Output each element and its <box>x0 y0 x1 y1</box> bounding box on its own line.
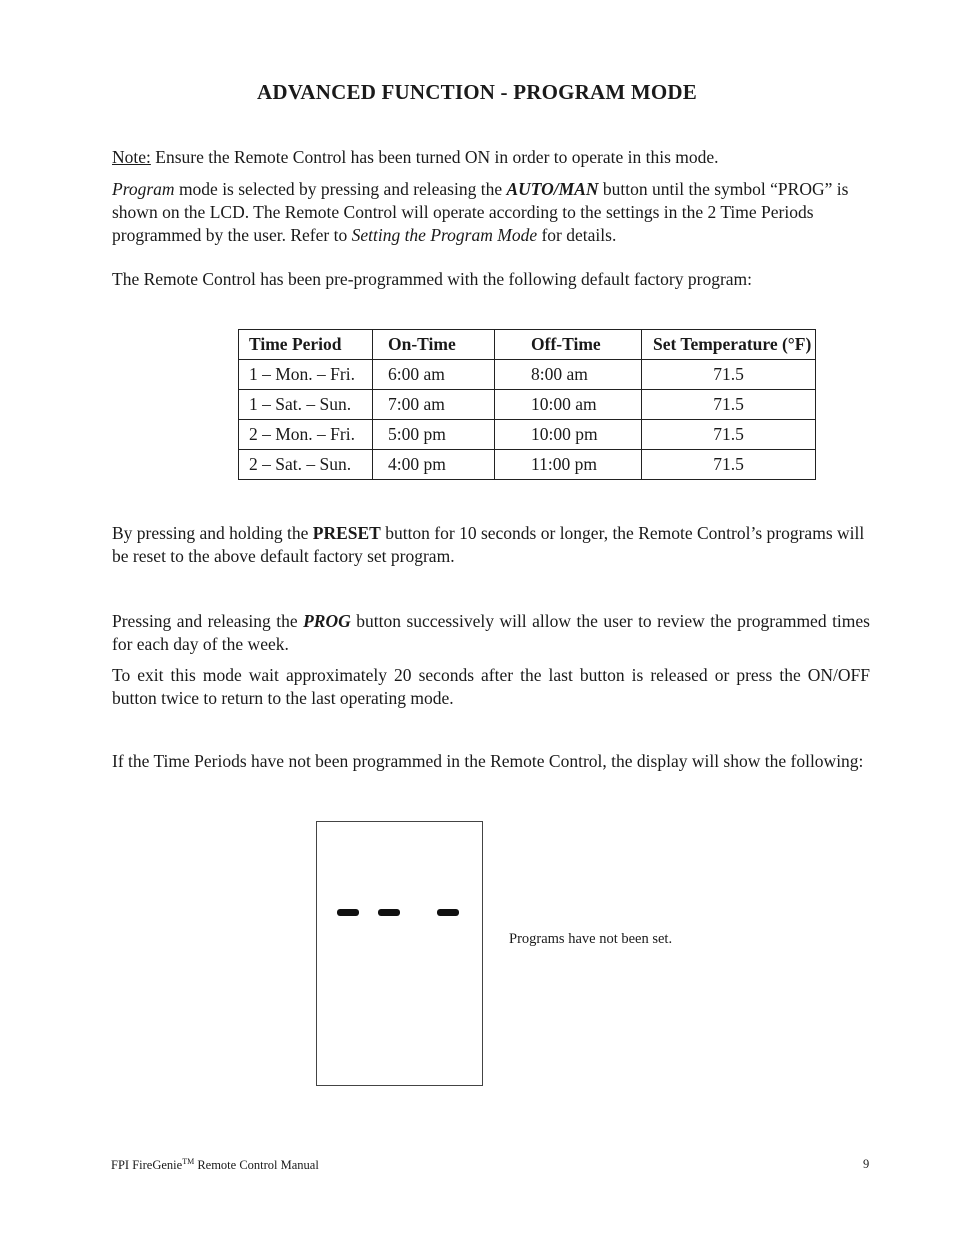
lcd-dash-segment <box>337 909 359 916</box>
table-cell: 10:00 am <box>495 390 642 420</box>
setting-program-mode-ref: Setting the Program Mode <box>351 225 538 245</box>
note-paragraph <box>112 146 870 169</box>
prog-term: PROG <box>303 611 351 631</box>
table-header-row <box>239 330 816 360</box>
trademark-mark: TM <box>182 1157 195 1166</box>
table-header: Off-Time <box>495 330 642 360</box>
page-title: ADVANCED FUNCTION - PROGRAM MODE <box>257 80 697 104</box>
prog-paragraph <box>112 610 870 656</box>
table-cell: 8:00 am <box>495 360 642 390</box>
default-intro-paragraph: The Remote Control has been pre-programmed with the following default factory program: <box>112 269 753 289</box>
lcd-caption: Programs have not been set. <box>509 931 673 947</box>
table-row <box>239 420 816 450</box>
note-text: Ensure the Remote Control has been turned ON in order to operate in this mode. <box>150 147 719 167</box>
footer-brand: FPI FireGenie <box>111 1158 183 1173</box>
default-program-table <box>238 329 816 480</box>
prog-text-1: Pressing and releasing the <box>112 611 304 631</box>
footer-manual-title <box>111 1157 319 1173</box>
table-cell: 1 – Mon. – Fri. <box>239 360 373 390</box>
table-cell: 5:00 pm <box>373 420 495 450</box>
table-cell: 11:00 pm <box>495 450 642 480</box>
table-cell: 71.5 <box>642 420 816 450</box>
table-cell: 2 – Sat. – Sun. <box>239 450 373 480</box>
table-cell: 4:00 pm <box>373 450 495 480</box>
table-row <box>239 360 816 390</box>
table-header: Time Period <box>239 330 373 360</box>
lcd-display-illustration <box>316 821 483 1086</box>
preset-term: PRESET <box>312 523 381 543</box>
exit-paragraph: To exit this mode wait approximately 20 seconds after the last button is released or press the ON/OFF button twice to return to the last operating mode. <box>112 665 870 708</box>
table-header: Set Temperature (°F) <box>642 330 816 360</box>
table-cell: 1 – Sat. – Sun. <box>239 390 373 420</box>
not-programmed-paragraph: If the Time Periods have not been programmed in the Remote Control, the display will show the following: <box>112 751 864 771</box>
lcd-dash-segment <box>437 909 459 916</box>
table-cell: 2 – Mon. – Fri. <box>239 420 373 450</box>
preset-text-1: By pressing and holding the <box>112 523 313 543</box>
lcd-dash-segment <box>378 909 400 916</box>
table-row <box>239 450 816 480</box>
program-mode-paragraph <box>112 178 870 247</box>
table-cell: 7:00 am <box>373 390 495 420</box>
table-cell: 10:00 pm <box>495 420 642 450</box>
table-cell: 71.5 <box>642 450 816 480</box>
preset-paragraph <box>112 522 870 568</box>
prog-text-2: button successively will allow the user to review the programmed times for each day of the week. <box>112 611 870 654</box>
note-label: Note: <box>112 147 151 167</box>
program-text-1: mode is selected by pressing and releasing the <box>174 179 507 199</box>
table-cell: 71.5 <box>642 360 816 390</box>
page-number: 9 <box>863 1157 870 1171</box>
program-text-2: button until the symbol “PROG” is shown on the LCD. The Remote Control will operate according to the settings in the 2 Time Periods programmed by the user. Refer to <box>112 179 849 245</box>
footer-manual-rest: Remote Control Manual <box>194 1158 319 1173</box>
table-cell: 6:00 am <box>373 360 495 390</box>
auto-man-term: AUTO/MAN <box>506 179 599 199</box>
table-header: On-Time <box>373 330 495 360</box>
preset-text-2: button for 10 seconds or longer, the Remote Control’s programs will be reset to the above default factory set program. <box>112 523 865 566</box>
program-term: Program <box>112 179 175 199</box>
table-row <box>239 390 816 420</box>
table-cell: 71.5 <box>642 390 816 420</box>
program-text-3: for details. <box>537 225 617 245</box>
